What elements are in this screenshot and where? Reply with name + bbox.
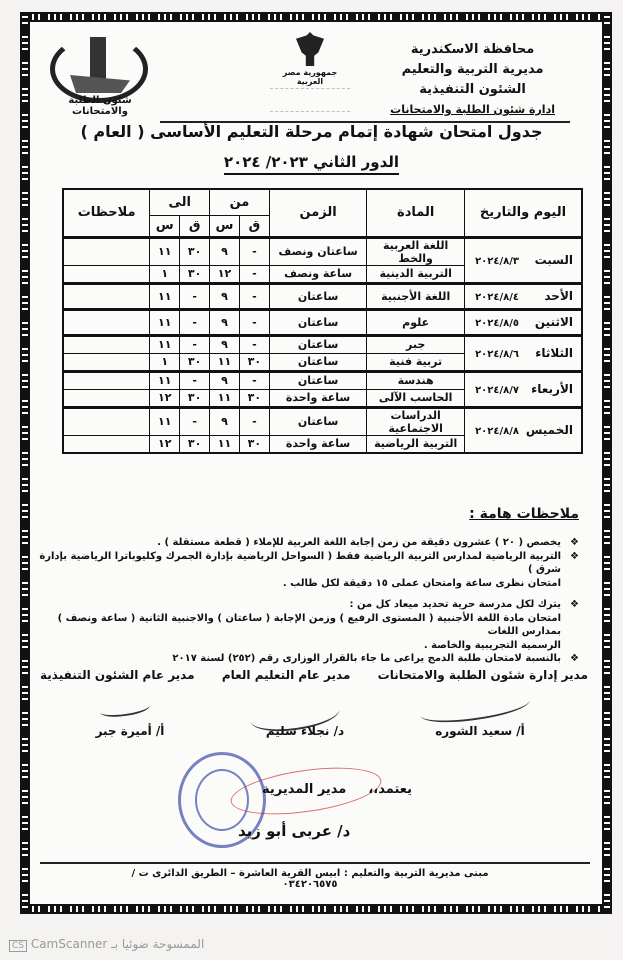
signature-titles [40, 668, 588, 682]
signer-name-general-education: د/ نجلاء سليم [265, 724, 345, 738]
header-day-date: اليوم والتاريخ [464, 189, 582, 237]
decorative-border-top [28, 12, 602, 22]
egypt-emblem [270, 32, 350, 112]
to-hour-cell: ١١ [150, 335, 180, 353]
decorative-border-right [602, 12, 612, 914]
to-minute-cell: - [180, 309, 210, 335]
to-minute-cell: - [180, 371, 210, 389]
day-name: الأحد [544, 289, 573, 303]
day-date-cell [464, 407, 582, 453]
from-hour-cell: ٩ [210, 309, 240, 335]
footer-address: مبنى مديرية التربية والتعليم : ابيس القرية العاشرة – الطريق الدائرى ت / ٠٣٤٢٠٦٥٧٥ [131, 868, 489, 890]
note-line: يترك لكل مدرسة حرية تحديد ميعاد كل من : [349, 599, 561, 610]
header-notes: ملاحظات [63, 189, 150, 237]
decorative-border-left [20, 12, 30, 914]
approver-name: د/ عربى أبو زيد [238, 822, 351, 840]
to-minute-cell: - [180, 283, 210, 309]
table-row [63, 335, 582, 353]
note-line: التربية الرياضية لمدارس التربية الرياضية فقط ( السواحل الرياضية بإدارة الجمرك وكليوباترا الرياضية بإدارة شرق ) [39, 550, 561, 575]
header-subject: المادة [367, 189, 465, 237]
header-from-hour: س [210, 215, 240, 237]
from-minute-cell: - [239, 407, 269, 435]
from-hour-cell: ١١ [210, 435, 240, 453]
day-date-cell [464, 283, 582, 309]
to-minute-cell: ٣٠ [180, 353, 210, 371]
emblem-caption: جمهورية مصر العربية [282, 68, 338, 86]
day-name: الأربعاء [531, 382, 573, 396]
header-from: من [210, 189, 270, 215]
schedule-body [63, 237, 582, 453]
eagle-icon [296, 32, 324, 66]
header-duration: الزمن [269, 189, 367, 237]
notes-cell [63, 283, 150, 309]
subject-cell: علوم [367, 309, 465, 335]
duration-cell: ساعة واحدة [269, 389, 367, 407]
duration-cell: ساعتان [269, 371, 367, 389]
subject-cell: التربية الرياضية [367, 435, 465, 453]
subject-cell: الحاسب الآلى [367, 389, 465, 407]
subject-cell: هندسة [367, 371, 465, 389]
office-label: ادارة شئون الطلبة والامتحانات [390, 103, 555, 116]
header-to-hour: س [150, 215, 180, 237]
table-row [63, 309, 582, 335]
note-line: الرسمية التجريبية والخاصة . [423, 639, 561, 651]
table-row [63, 407, 582, 435]
from-hour-cell: ٩ [210, 283, 240, 309]
exam-date: ٢٠٢٤/٨/٧ [475, 385, 519, 396]
subject-cell: الدراسات الاجتماعية [367, 407, 465, 435]
from-minute-cell: - [239, 309, 269, 335]
approve-label: يعتمد،، [368, 782, 412, 797]
day-name: الخميس [525, 423, 573, 438]
exam-date: ٢٠٢٤/٨/٣ [475, 256, 519, 267]
to-hour-cell: ١٢ [150, 389, 180, 407]
approver-title: مدير المديرية [262, 782, 347, 797]
day-date-cell [464, 237, 582, 283]
note-line: امتحان مادة اللغة الأجنبية ( المستوى الرفيع ) وزمن الإجابة ( ساعتان ) والاجنبية الثانية ( ساعة ونصف ) بمدارس اللغات [57, 612, 561, 637]
governorate-label: محافظة الاسكندرية [410, 42, 535, 57]
day-name: الاثنين [534, 315, 573, 329]
to-minute-cell: ٣٠ [180, 435, 210, 453]
day-date-cell [464, 371, 582, 407]
note-line: امتحان نظرى ساعة وامتحان عملى ١٥ دقيقة لكل طالب . [282, 577, 561, 589]
session-label: الدور الثاني ٢٠٢٣/ ٢٠٢٤ [224, 153, 399, 175]
to-hour-cell: ١ [150, 265, 180, 283]
exam-date: ٢٠٢٤/٨/٦ [475, 349, 519, 360]
signer-title-exams: مدير إدارة شئون الطلبة والامتحانات [377, 668, 588, 682]
department-label: الشئون التنفيذية [419, 82, 526, 97]
from-hour-cell: ٩ [210, 407, 240, 435]
note-item [39, 598, 579, 652]
from-minute-cell: - [239, 335, 269, 353]
notes-cell [63, 237, 150, 265]
signer-title-executive: مدير عام الشئون التنفيذية [40, 668, 195, 682]
table-row [63, 371, 582, 389]
to-hour-cell: ١١ [150, 309, 180, 335]
from-hour-cell: ١٢ [210, 265, 240, 283]
document-title: جدول امتحان شهادة إتمام مرحلة التعليم الأساسى ( العام ) [80, 122, 543, 141]
note-line: بالنسبة لامتحان طلبة الدمج يراعى ما جاء بالقرار الوزارى رقم (٢٥٢) لسنة ٢٠١٧ [172, 653, 561, 664]
notes-cell [63, 371, 150, 389]
from-minute-cell: - [239, 237, 269, 265]
issuer-block [390, 40, 555, 120]
watermark-text: الممسوحة ضوئيا بـ CamScanner [30, 937, 205, 951]
camscanner-watermark [6, 937, 204, 952]
duration-cell: ساعتان [269, 353, 367, 371]
from-hour-cell: ١١ [210, 389, 240, 407]
exam-schedule-table [62, 188, 583, 454]
duration-cell: ساعتان [269, 309, 367, 335]
header-to-minute: ق [180, 215, 210, 237]
to-minute-cell: ٣٠ [180, 389, 210, 407]
notes-heading: ملاحظات هامة : [469, 506, 579, 522]
note-item [39, 536, 579, 550]
bullet-icon: ❖ [570, 599, 579, 610]
notes-cell [63, 309, 150, 335]
duration-cell: ساعتان [269, 335, 367, 353]
subject-cell: اللغة العربية والخط [367, 237, 465, 265]
from-hour-cell: ٩ [210, 335, 240, 353]
to-hour-cell: ١٢ [150, 435, 180, 453]
to-minute-cell: ٣٠ [180, 237, 210, 265]
note-item [39, 550, 579, 591]
header-from-minute: ق [239, 215, 269, 237]
table-row [63, 283, 582, 309]
notes-cell [63, 265, 150, 283]
to-hour-cell: ١١ [150, 283, 180, 309]
table-row [63, 237, 582, 265]
from-hour-cell: ٩ [210, 371, 240, 389]
day-name: الثلاثاء [535, 346, 573, 360]
duration-cell: ساعة ونصف [269, 265, 367, 283]
subject-cell: جبر [367, 335, 465, 353]
duration-cell: ساعة واحدة [269, 435, 367, 453]
to-hour-cell: ١ [150, 353, 180, 371]
notes-cell [63, 353, 150, 371]
to-minute-cell: ٣٠ [180, 265, 210, 283]
exam-date: ٢٠٢٤/٨/٥ [475, 318, 519, 329]
subject-cell: التربية الدينية [367, 265, 465, 283]
camscanner-logo-icon: CS [9, 940, 27, 952]
signer-title-general-education: مدير عام التعليم العام [221, 668, 351, 682]
day-date-cell [464, 335, 582, 371]
duration-cell: ساعتان ونصف [269, 237, 367, 265]
signer-name-exams: أ/ سعيد الشوره [435, 724, 525, 738]
decorative-border-bottom [28, 904, 602, 914]
bullet-icon: ❖ [570, 537, 579, 548]
day-name: السبت [534, 253, 573, 267]
to-minute-cell: - [180, 335, 210, 353]
notes-cell [63, 389, 150, 407]
approval-line [262, 782, 412, 797]
from-hour-cell: ٩ [210, 237, 240, 265]
bullet-icon: ❖ [570, 653, 579, 664]
duration-cell: ساعتان [269, 283, 367, 309]
note-item [39, 652, 579, 666]
from-minute-cell: ٣٠ [239, 435, 269, 453]
from-minute-cell: - [239, 283, 269, 309]
from-hour-cell: ١١ [210, 353, 240, 371]
to-hour-cell: ١١ [150, 407, 180, 435]
subject-cell: تربية فنية [367, 353, 465, 371]
notes-cell [63, 407, 150, 435]
logo-text: شئون الطلبة والامتحانات [68, 95, 132, 117]
to-hour-cell: ١١ [150, 371, 180, 389]
exam-date: ٢٠٢٤/٨/٨ [475, 426, 519, 438]
header-to: الى [150, 189, 210, 215]
department-logo [40, 35, 160, 117]
footer-divider [40, 862, 590, 864]
duration-cell: ساعتان [269, 407, 367, 435]
to-minute-cell: - [180, 407, 210, 435]
from-minute-cell: - [239, 265, 269, 283]
from-minute-cell: ٣٠ [239, 389, 269, 407]
note-line: يخصص ( ٢٠ ) عشرون دقيقة من زمن إجابة اللغة العربية للإملاء ( قطعة مستقلة ) . [157, 537, 561, 548]
to-hour-cell: ١١ [150, 237, 180, 265]
exam-date: ٢٠٢٤/٨/٤ [475, 292, 519, 303]
calligraphy-decoration [270, 88, 350, 112]
bullet-icon: ❖ [570, 550, 579, 562]
document-subtitle [0, 153, 623, 171]
subject-cell: اللغة الأجنبية [367, 283, 465, 309]
from-minute-cell: ٣٠ [239, 353, 269, 371]
notes-list [39, 536, 579, 666]
notes-cell [63, 335, 150, 353]
day-date-cell [464, 309, 582, 335]
from-minute-cell: - [239, 371, 269, 389]
directorate-label: مديرية التربية والتعليم [401, 62, 544, 77]
notes-cell [63, 435, 150, 453]
signer-name-executive: أ/ أميرة جبر [95, 724, 165, 738]
